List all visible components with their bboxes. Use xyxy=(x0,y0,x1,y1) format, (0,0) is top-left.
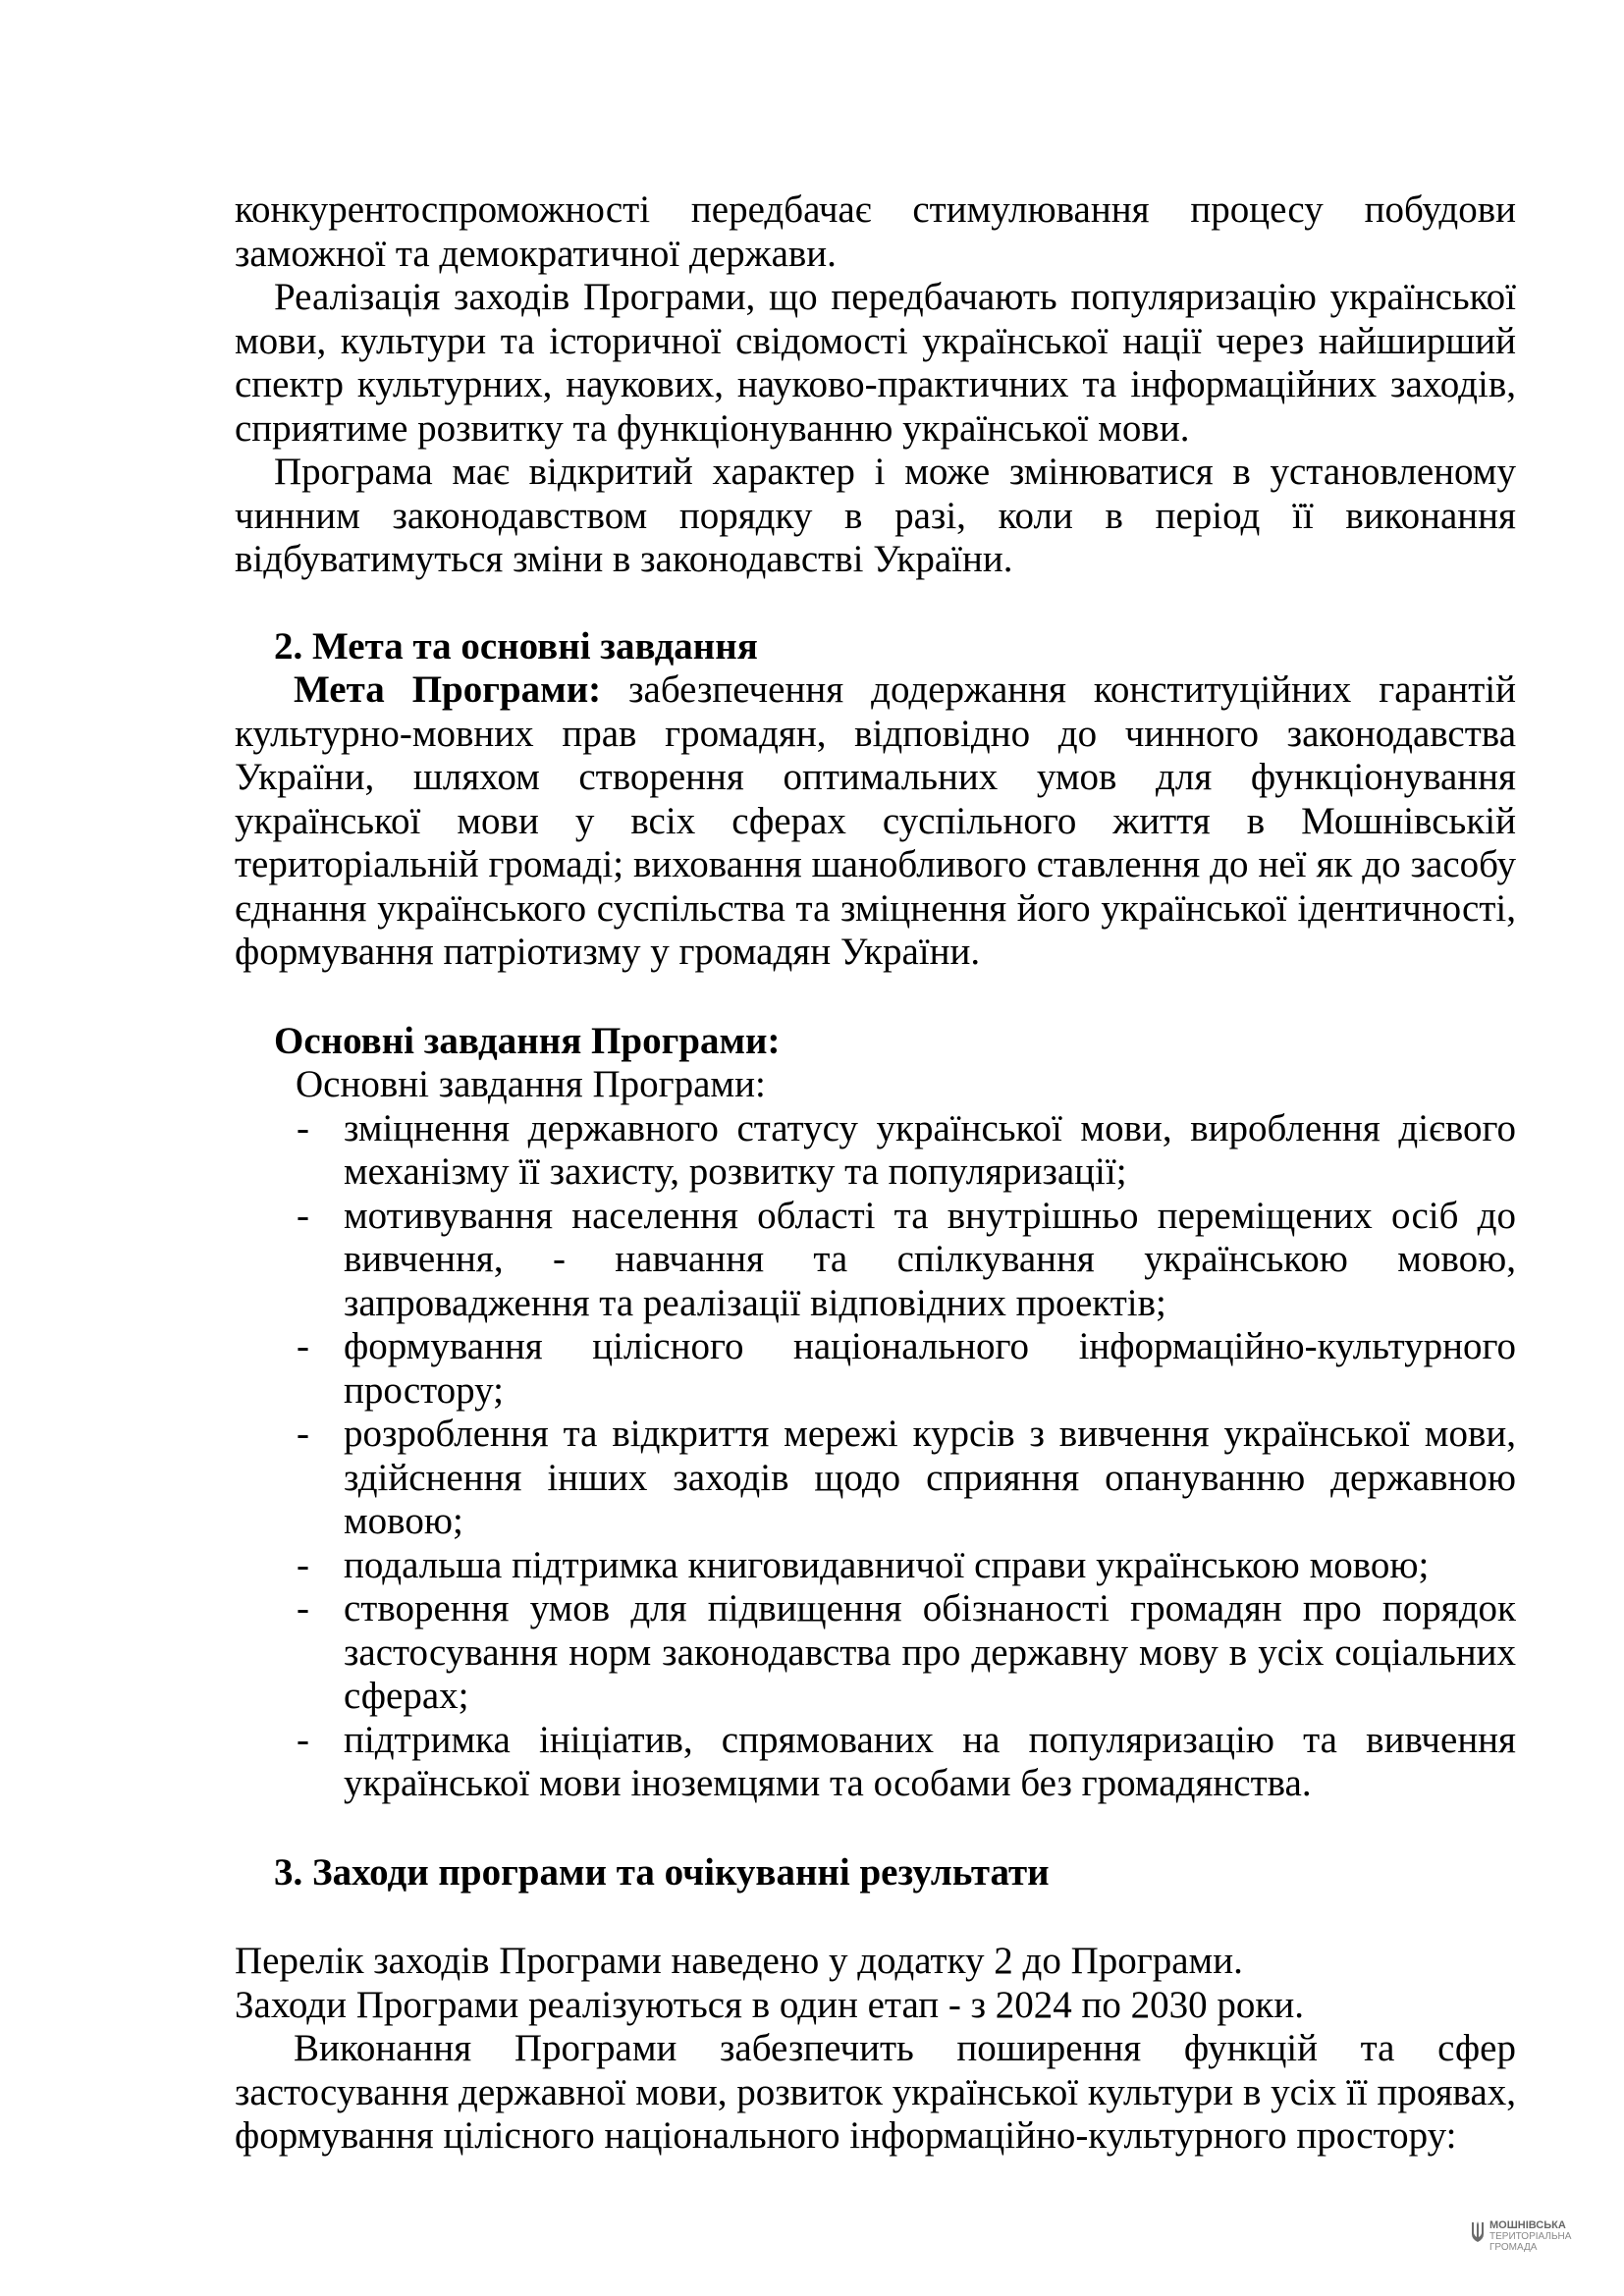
list-item xyxy=(235,1195,1516,1326)
goal-text: забезпечення додержання конституційних гарантій культурно-мовних прав громадян, відповідно до чинного законодавства України, шляхом створення оптимальних умов для функціонування української мови у всіх сферах суспільного життя в Мошнівській територіальній громаді; виховання шанобливого ставлення до неї як до засобу єднання українського суспільства та зміцнення його української ідентичності, формування патріотизму у громадян України. xyxy=(235,668,1517,973)
section-2-heading: 2. Мета та основні завдання xyxy=(274,624,758,667)
bullet-dash: - xyxy=(297,1325,309,1367)
bullet-dash: - xyxy=(297,1587,309,1629)
section-3-line-2: Заходи Програми реалізуються в один етап - з 2024 по 2030 роки. xyxy=(235,1983,1304,2026)
document-page xyxy=(235,188,1516,2159)
list-item-text: створення умов для підвищення обізнаності громадян про порядок застосування норм законодавства про державну мову в усіх соціальних сферах; xyxy=(344,1587,1516,1717)
section-3-heading: 3. Заходи програми та очікуванні результати xyxy=(274,1850,1050,1894)
logo-line-1: МОШНІВСЬКА xyxy=(1489,2219,1566,2231)
bullet-dash: - xyxy=(297,1718,309,1761)
logo-line-3: ГРОМАДА xyxy=(1489,2242,1538,2253)
list-item xyxy=(235,1719,1516,1806)
community-logo-text xyxy=(1489,2220,1571,2253)
list-item xyxy=(235,1325,1516,1413)
trident-icon xyxy=(1471,2220,1485,2244)
list-item-text: підтримка ініціатив, спрямованих на популяризацію та вивчення української мови іноземцями та особами без громадянства. xyxy=(344,1718,1516,1804)
goal-paragraph xyxy=(235,668,1516,975)
section-3-line-1: Перелік заходів Програми наведено у додатку 2 до Програми. xyxy=(235,1940,1243,1982)
logo-line-2: ТЕРИТОРІАЛЬНА xyxy=(1489,2231,1572,2242)
tasks-heading: Основні завдання Програми: xyxy=(274,1019,781,1062)
list-item-text: мотивування населення області та внутрішньо переміщених осіб до вивчення, - навчання та спілкування українською мовою, запровадження та реалізації відповідних проектів; xyxy=(344,1194,1516,1324)
paragraph-2: Реалізація заходів Програми, що передбачають популяризацію української мови, культури та історичної свідомості української нації через найширший спектр культурних, наукових, науково-практичних та інформаційних заходів, сприятиме розвитку та функціонуванню української мови. xyxy=(235,276,1516,450)
goal-label: Мета Програми: xyxy=(294,668,602,711)
list-item-text: формування цілісного національного інформаційно-культурного простору; xyxy=(344,1325,1516,1412)
bullet-dash: - xyxy=(297,1413,309,1455)
bullet-dash: - xyxy=(297,1194,309,1237)
section-3-paragraph: Виконання Програми забезпечить поширення функцій та сфер застосування державної мови, розвиток української культури в усіх її проявах, формування цілісного національного інформаційно-культурного простору: xyxy=(235,2027,1516,2157)
list-item-text: подальша підтримка книговидавничої справи українською мовою; xyxy=(344,1543,1430,1586)
list-item xyxy=(235,1413,1516,1544)
list-item-text: розроблення та відкриття мережі курсів з вивчення української мови, здійснення інших заходів щодо сприяння опануванню державною мовою; xyxy=(344,1413,1516,1542)
paragraph-1: конкурентоспроможності передбачає стимулювання процесу побудови заможної та демократичної держави. xyxy=(235,188,1516,275)
list-item-text: зміцнення державного статусу української мови, вироблення дієвого механізму її захисту, розвитку та популяризації; xyxy=(344,1106,1516,1193)
list-item xyxy=(235,1107,1516,1195)
bullet-dash: - xyxy=(297,1106,309,1149)
list-item xyxy=(235,1587,1516,1719)
bullet-dash: - xyxy=(297,1543,309,1586)
community-logo xyxy=(1471,2220,1571,2253)
list-item xyxy=(235,1544,1516,1588)
tasks-list xyxy=(235,1107,1516,1806)
paragraph-3: Програма має відкритий характер і може змінюватися в установленому чинним законодавством порядку в разі, коли в період її виконання відбуватимуться зміни в законодавстві України. xyxy=(235,451,1516,580)
tasks-lead: Основні завдання Програми: xyxy=(296,1063,766,1105)
